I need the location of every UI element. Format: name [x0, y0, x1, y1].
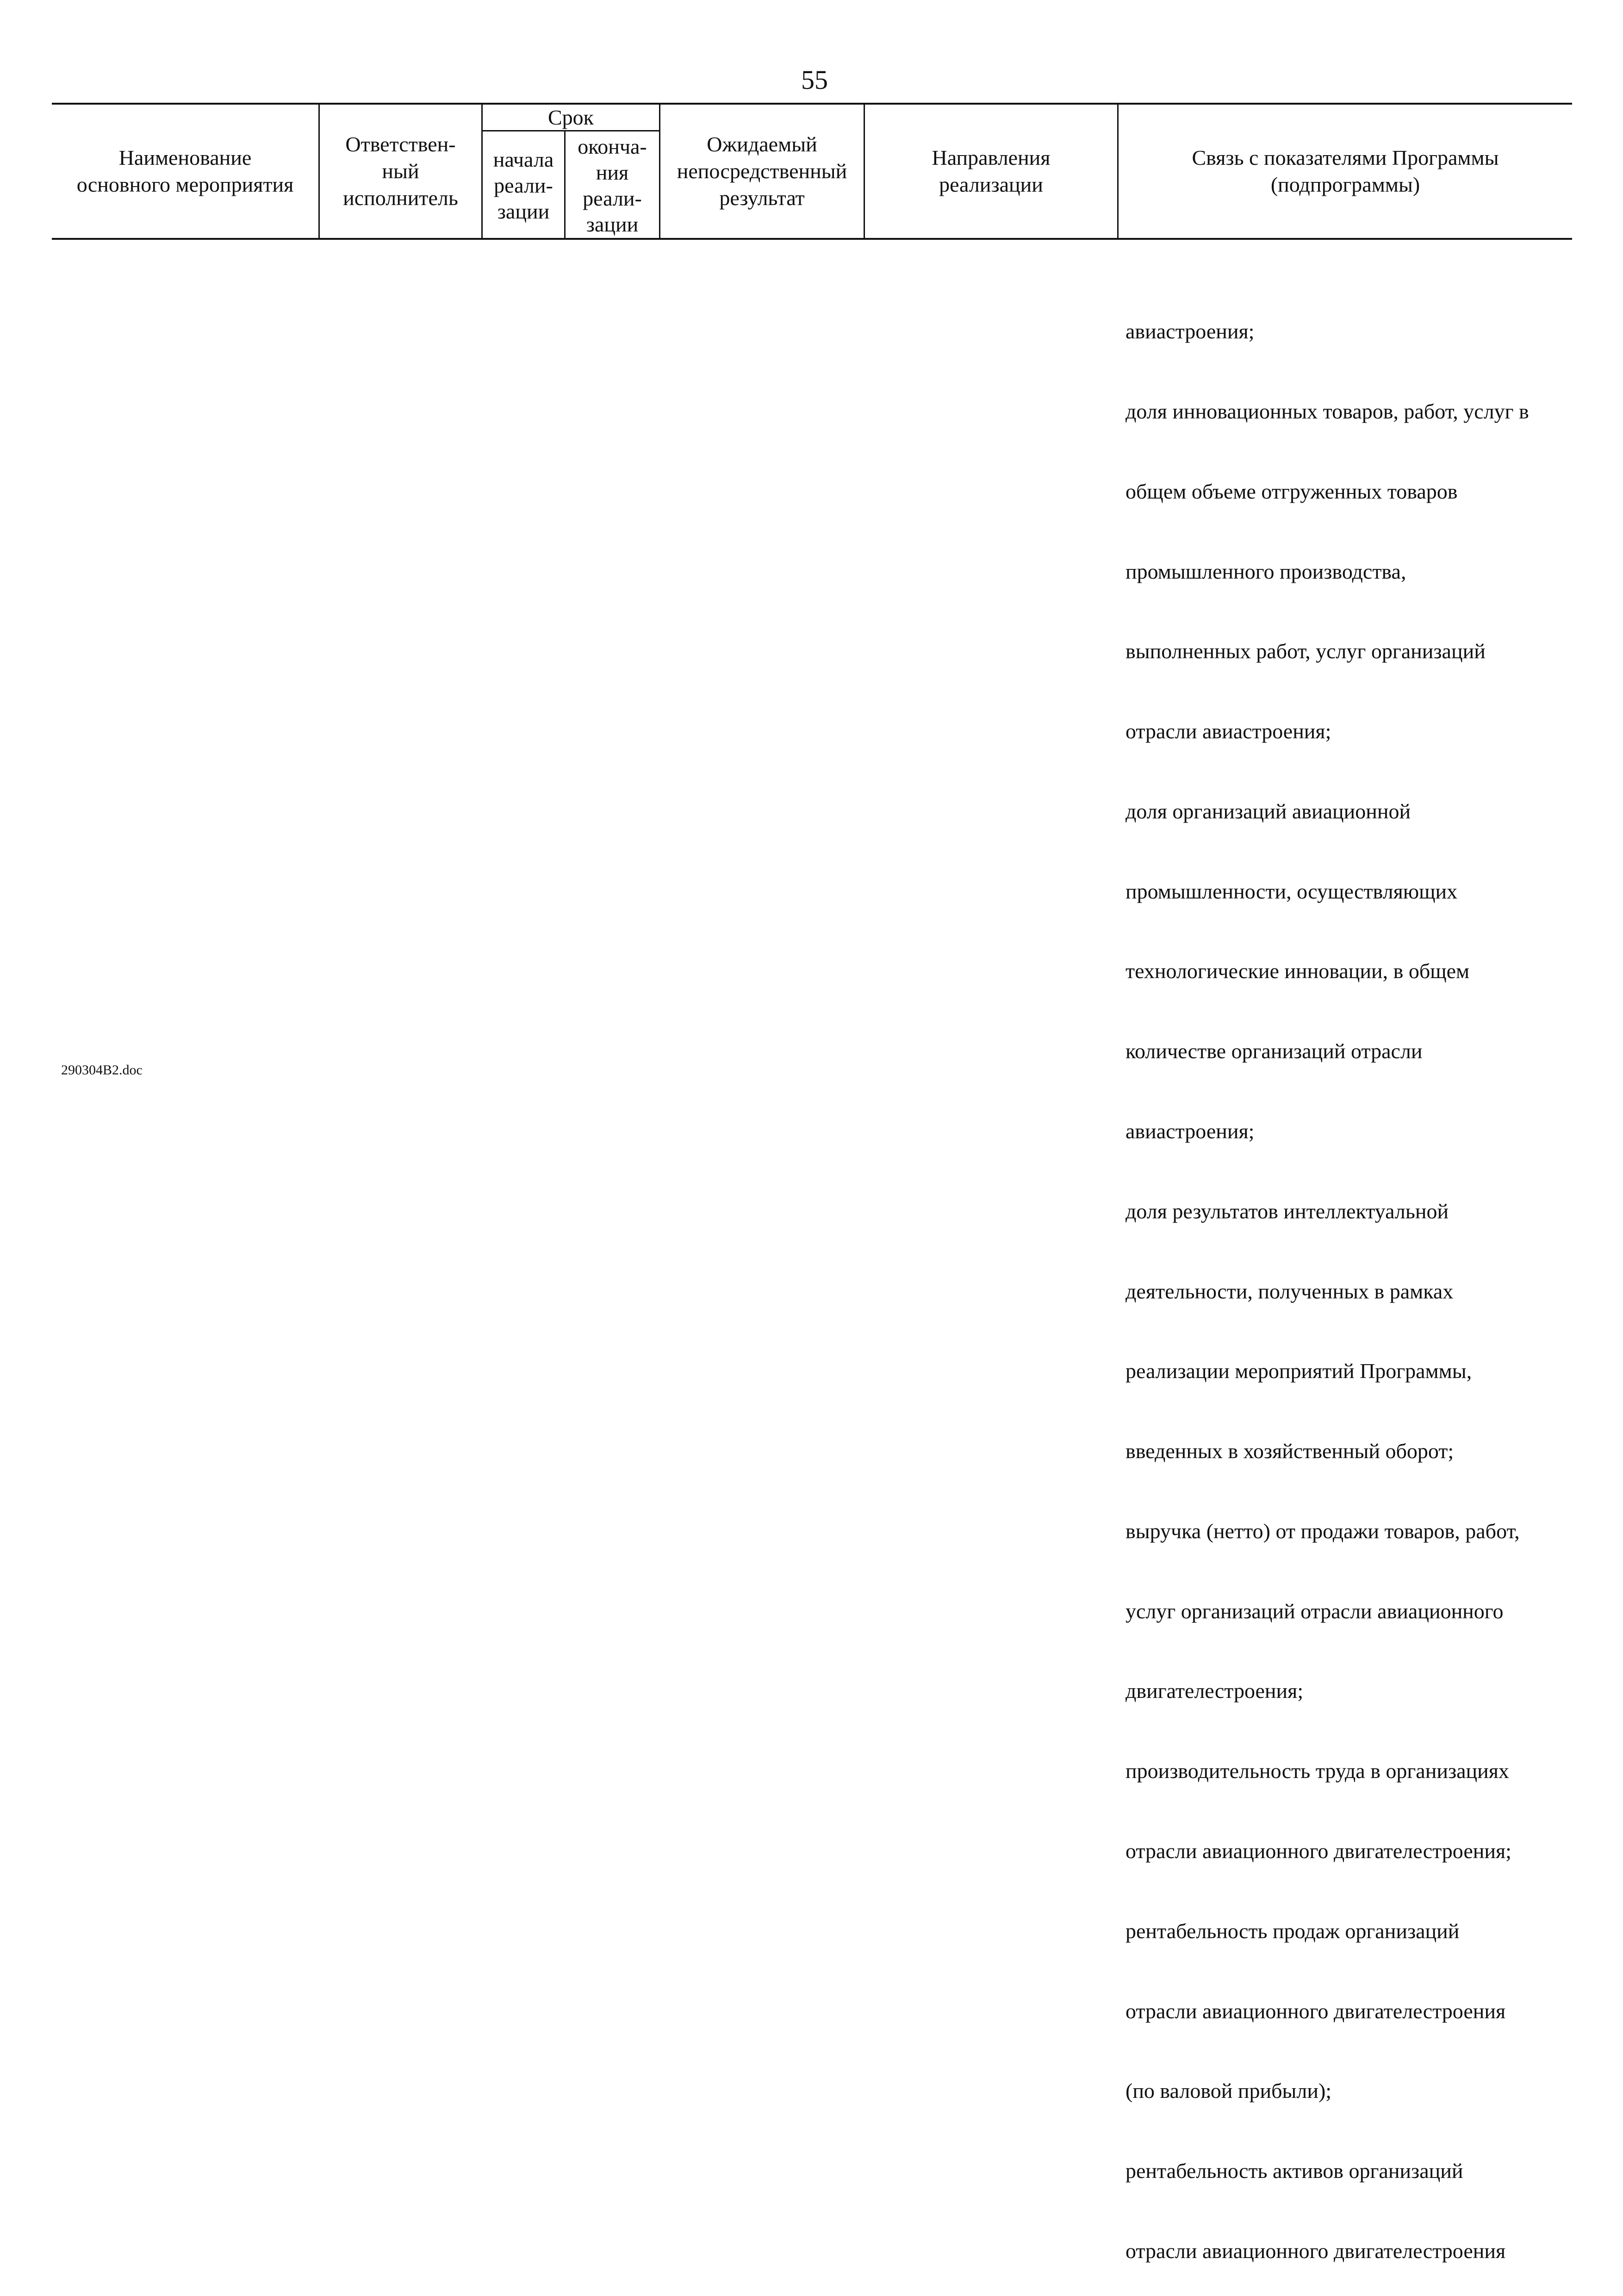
text-line: количестве организаций отрасли [1126, 1039, 1423, 1063]
header-term-end: оконча- ния реали- зации [578, 135, 647, 236]
text-line: реализации мероприятий Программы, [1126, 1359, 1472, 1383]
text-line: авиастроения; [1126, 1119, 1255, 1143]
indicators-text [1126, 265, 1574, 2296]
text-line: технологические инновации, в общем [1126, 959, 1470, 983]
header-term: Срок [547, 105, 594, 129]
text-line: выручка (нетто) от продажи товаров, работ, [1126, 1519, 1520, 1543]
text-line: доля инновационных товаров, работ, услуг в [1126, 399, 1529, 423]
text-line: промышленного производства, [1126, 559, 1406, 583]
text-line: производительность труда в организациях [1126, 1759, 1509, 1783]
text-line: общем объеме отгруженных товаров [1126, 479, 1458, 503]
text-line: (по валовой прибыли); [1126, 2079, 1332, 2103]
header-term-start: начала реали- зации [493, 148, 554, 223]
footer-file-name: 290304B2.doc [61, 1062, 143, 1078]
text-line: отрасли авиационного двигателестроения [1126, 1999, 1506, 2023]
text-line: рентабельность продаж организаций [1126, 1919, 1460, 1943]
text-line: авиастроения; [1126, 319, 1255, 343]
text-line: промышленности, осуществляющих [1126, 879, 1458, 903]
text-line: введенных в хозяйственный оборот; [1126, 1439, 1454, 1463]
header-name: Наименование основного мероприятия [76, 146, 294, 196]
page-number: 55 [801, 65, 828, 95]
text-line: услуг организаций отрасли авиационного [1126, 1599, 1504, 1623]
text-line: отрасли авиационного двигателестроения [1126, 2239, 1506, 2263]
header-executor: Ответствен- ный исполнитель [343, 132, 458, 210]
header-indicators: Связь с показателями Программы (подпрограммы) [1192, 146, 1499, 196]
header-directions: Направления реализации [932, 146, 1051, 196]
table-header [52, 103, 1572, 240]
text-line: доля организаций авиационной [1126, 799, 1411, 823]
text-line: деятельности, полученных в рамках [1126, 1279, 1454, 1303]
text-line: рентабельность активов организаций [1126, 2159, 1463, 2183]
text-line: доля результатов интеллектуальной [1126, 1199, 1449, 1223]
text-line: отрасли авиастроения; [1126, 719, 1331, 743]
text-line: двигателестроения; [1126, 1679, 1304, 1703]
header-result: Ожидаемый непосредственный результат [677, 132, 847, 210]
text-line: выполненных работ, услуг организаций [1126, 639, 1486, 663]
text-line: отрасли авиационного двигателестроения; [1126, 1839, 1511, 1863]
